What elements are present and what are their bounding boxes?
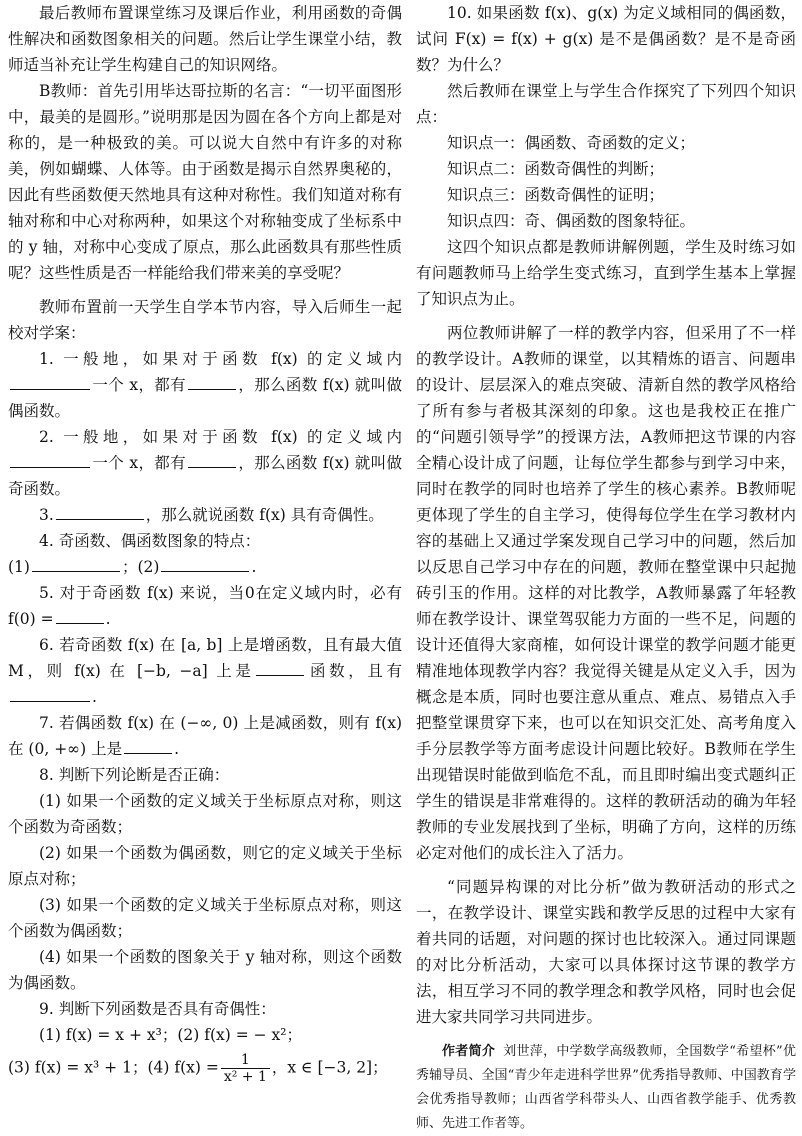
exercise-9-line-2	[8, 1052, 402, 1085]
blank	[188, 374, 236, 390]
exercise-2-text-a: 2. 一般地，如果对于函数 f(x) 的定义域内	[39, 428, 402, 446]
knowledge-point-1: 知识点一：偶函数、奇函数的定义；	[447, 134, 696, 152]
exercise-9-line-2-a: (3) f(x) = x³ + 1；(4) f(x) =	[8, 1058, 219, 1077]
exercise-2-text-b: 一个 x，都有	[92, 454, 187, 472]
exercise-3-text-a: 3.	[39, 506, 54, 524]
exercise-4: 4. 奇函数、偶函数图象的特点：	[39, 532, 261, 550]
paragraph-knowledge-summary: 这四个知识点都是教师讲解例题，学生及时练习如有问题教师马上给学生变式练习，直到学生基本上掌握了知识点为止。	[416, 238, 796, 308]
exercise-9-line-1: (1) f(x) = x + x³；(2) f(x) = − x²；	[39, 1026, 303, 1044]
blank	[10, 452, 90, 468]
exercise-5-text-a: 5. 对于奇函数 f(x) 来说，当0在定义域内时，必有 f(0) =	[8, 584, 402, 628]
blank	[56, 608, 104, 624]
exercise-6-text-b: 函数，且有	[306, 662, 402, 680]
left-column	[8, 0, 402, 1085]
blank	[256, 660, 304, 676]
exercise-7-text-a: 7. 若偶函数 f(x) 在 (−∞, 0) 上是减函数，则有 f(x) 在 (0, +∞) 上是	[8, 714, 402, 758]
exercise-8-item-4: (4) 如果一个函数的图象关于 y 轴对称，则这个函数为偶函数。	[8, 948, 402, 992]
exercise-1-text-c: ，那么函数 f(x) 就叫做偶函数。	[8, 376, 402, 420]
blank	[56, 504, 144, 520]
exercise-3-text-b: ，那么就说函数 f(x) 具有奇偶性。	[145, 506, 384, 524]
exercise-6-text-a: 6. 若奇函数 f(x) 在 [a, b] 上是增函数，且有最大值 M，则 f(x) 在 [−b, −a] 上是	[8, 636, 402, 680]
right-column	[416, 0, 796, 1136]
author-bio-label: 作者简介	[442, 1044, 496, 1059]
fraction-denominator: x² + 1	[223, 1069, 267, 1085]
blank	[124, 738, 172, 754]
paragraph-teacher-b: B教师：首先引用毕达哥拉斯的名言：“一切平面图形中，最美的是圆形。”说明那是因为圆在各个方向上都是对称的，是一种极致的美。可以说大自然中有许多的对称美，例如蝴蝶、人体等。由于函数是揭示自然界奥秘的，因此有些函数便天然地具有这种对称性。我们知道对称有轴对称和中心对称两种，如果这个对称轴变成了坐标系中的 y 轴，对称中心变成了原点，那么此函数具有那些性质呢？这些性质是否一样能给我们带来美的享受呢？	[8, 82, 402, 282]
blank	[161, 556, 249, 572]
exercise-3	[8, 502, 402, 528]
exercise-1	[8, 346, 402, 424]
blank	[10, 374, 90, 390]
exercise-5-end: .	[105, 610, 111, 628]
exercise-8-item-1: (1) 如果一个函数的定义域关于坐标原点对称，则这个函数为奇函数；	[8, 792, 402, 836]
author-bio	[416, 1040, 796, 1136]
knowledge-point-3: 知识点三：函数奇偶性的证明；	[447, 186, 665, 204]
fraction-numerator: 1	[221, 1052, 270, 1069]
exercise-4-answers	[8, 554, 402, 580]
knowledge-point-2: 知识点二：函数奇偶性的判断；	[447, 160, 665, 178]
exercise-4-end: .	[251, 558, 257, 576]
paragraph-comparison: 两位教师讲解了一样的教学内容，但采用了不一样的教学设计。A教师的课堂，以其精炼的语言、问题串的设计、层层深入的难点突破、清新自然的教学风格给了所有参与者极其深刻的印象。这也是我校正在推广的“问题引领导学”的授课方法，A教师把这节课的内容全精心设计成了问题，让每位学生都参与到学习中来，同时在教学的同时也培养了学生的核心素养。B教师呢更体现了学生的自主学习，使得每位学生在学习教材内容的基础上又通过学案发现自己学习中的问题，然后加以反思自己学习中存在的问题，教师在整堂课中只起抛砖引玉的作用。这样的对比教学，A教师暴露了年轻教师在教学设计、课堂驾驭能力方面的一些不足，问题的设计还值得大家商榷，如何设计课堂的教学问题才能更精准地体现教学内容？我觉得关键是从定义入手，因为概念是本质，同时也要注意从重点、难点、易错点入手把整堂课贯穿下来，也可以在知识交汇处、高考角度入手分层教学等方面考虑设计问题比较好。B教师在学生出现错误时能做到临危不乱，而且即时编出变式题纠正学生的错误是非常难得的。这样的教研活动的确为年轻教师的专业发展找到了坐标，明确了方向，这样的历练必定对他们的成长注入了活力。	[416, 324, 796, 862]
blank	[188, 452, 236, 468]
exercise-8-item-2: (2) 如果一个函数为偶函数，则它的定义域关于坐标原点对称；	[8, 844, 402, 888]
exercise-6-end: .	[92, 688, 97, 706]
blank	[32, 556, 120, 572]
exercise-10: 10. 如果函数 f(x)、g(x) 为定义域相同的偶函数，试问 F(x) = f(x) + g(x) 是不是偶函数？是不是奇函数？为什么？	[416, 4, 796, 74]
paragraph-summary: 最后教师布置课堂练习及课后作业，利用函数的奇偶性解决和函数图象相关的问题。然后让学生课堂小结，教师适当补充让学生构建自己的知识网络。	[8, 4, 402, 74]
exercise-1-text-a: 1. 一般地，如果对于函数 f(x) 的定义域内	[39, 350, 402, 368]
exercise-7	[8, 710, 402, 762]
paragraph-preview: 教师布置前一天学生自学本节内容，导入后师生一起校对学案：	[8, 298, 402, 342]
exercise-4-label-2: ；(2)	[121, 558, 160, 576]
exercise-6	[8, 632, 402, 710]
exercise-8-item-3: (3) 如果一个函数的定义域关于坐标原点对称，则这个函数为偶函数；	[8, 896, 402, 940]
paragraph-knowledge-intro: 然后教师在课堂上与学生合作探究了下列四个知识点：	[416, 82, 796, 126]
exercise-2	[8, 424, 402, 502]
exercise-9: 9. 判断下列函数是否具有奇偶性：	[39, 1000, 276, 1018]
exercise-4-label-1: (1)	[8, 558, 30, 576]
exercise-7-end: .	[174, 740, 180, 758]
exercise-9-line-2-b: ，x ∈ [−3, 2]；	[271, 1058, 388, 1077]
blank	[10, 686, 90, 702]
exercise-2-text-c: ，那么函数 f(x) 就叫做奇函数。	[8, 454, 402, 498]
author-bio-text: 刘世萍，中学数学高级教师，全国数学“希望杯”优秀辅导员、全国“青少年走进科学世界”优秀指导教师、中国教育学会优秀指导教师；山西省学科带头人、山西省教学能手、优秀教师、先进工作者等。	[416, 1044, 796, 1131]
exercise-5	[8, 580, 402, 632]
paragraph-conclusion: “同题异构课的对比分析”做为教研活动的形式之一，在教学设计、课堂实践和教学反思的过程中大家有着共同的话题，对问题的探讨也比较深入。通过同课题的对比分析活动，大家可以具体探讨这节课的教学方法，相互学习不同的教学理念和教学风格，同时也会促进大家共同学习共同进步。	[416, 878, 796, 1026]
knowledge-point-4: 知识点四：奇、偶函数的图象特征。	[447, 212, 696, 230]
exercise-1-text-b: 一个 x，都有	[92, 376, 187, 394]
exercise-8: 8. 判断下列论断是否正确：	[39, 766, 230, 784]
fraction	[221, 1052, 270, 1085]
